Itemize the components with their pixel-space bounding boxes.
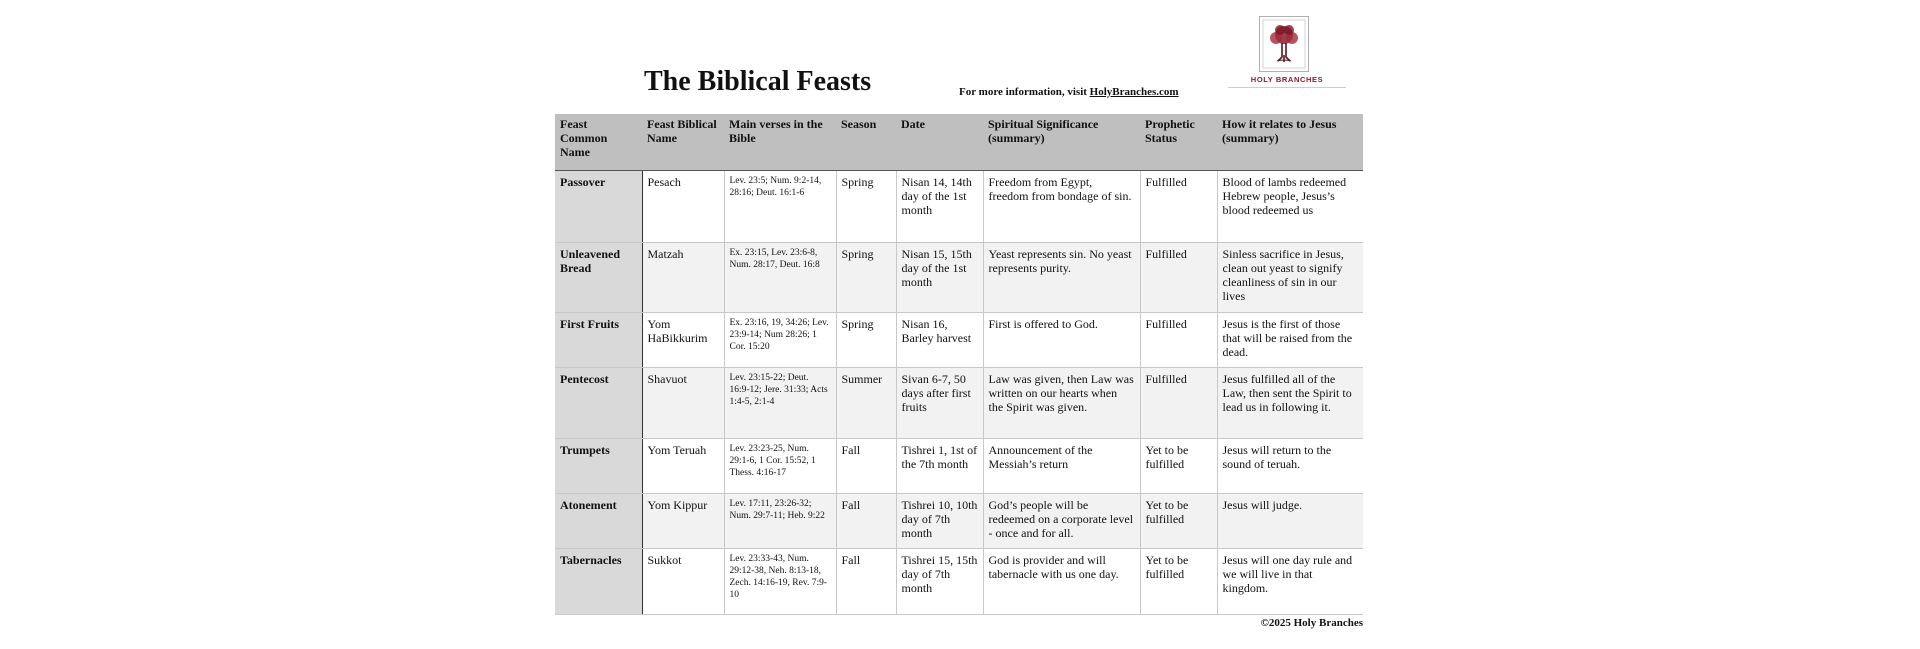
feast-document [555,0,1363,649]
more-info-line [959,86,1179,98]
cell-significance: First is offered to God. [983,313,1140,368]
cell-season: Spring [836,243,896,313]
cell-jesus-relation: Sinless sacrifice in Jesus, clean out yeast to signify cleanliness of sin in our lives [1217,243,1363,313]
cell-common-name: Passover [555,171,642,243]
cell-common-name: Pentecost [555,368,642,439]
cell-prophetic-status: Yet to be fulfilled [1140,439,1217,494]
cell-season: Spring [836,313,896,368]
table-row [555,171,1363,243]
cell-verses: Lev. 23:15-22; Deut. 16:9-12; Jere. 31:33; Acts 1:4-5, 2:1-4 [724,368,836,439]
page-title: The Biblical Feasts [644,66,872,97]
cell-significance: Announcement of the Messiah’s return [983,439,1140,494]
cell-jesus-relation: Blood of lambs redeemed Hebrew people, Jesus’s blood redeemed us [1217,171,1363,243]
cell-significance: God’s people will be redeemed on a corporate level - once and for all. [983,494,1140,549]
holy-branches-logo [1223,14,1351,100]
cell-jesus-relation: Jesus fulfilled all of the Law, then sent the Spirit to lead us in following it. [1217,368,1363,439]
col-header-prophetic-status: Prophetic Status [1140,114,1217,171]
table-header-row [555,114,1363,171]
copyright-notice: ©2025 Holy Branches [1260,617,1363,629]
col-header-date: Date [896,114,983,171]
cell-biblical-name: Shavuot [642,368,724,439]
col-header-common-name: Feast Common Name [555,114,642,171]
col-header-jesus-relation: How it relates to Jesus (summary) [1217,114,1363,171]
cell-prophetic-status: Fulfilled [1140,368,1217,439]
cell-verses: Ex. 23:15, Lev. 23:6-8, Num. 28:17, Deut. 16:8 [724,243,836,313]
logo-tagline-line [1228,87,1346,89]
cell-biblical-name: Sukkot [642,549,724,615]
cell-biblical-name: Yom HaBikkurim [642,313,724,368]
cell-prophetic-status: Fulfilled [1140,171,1217,243]
cell-jesus-relation: Jesus will return to the sound of teruah. [1217,439,1363,494]
col-header-season: Season [836,114,896,171]
cell-prophetic-status: Fulfilled [1140,313,1217,368]
cell-date: Tishrei 1, 1st of the 7th month [896,439,983,494]
table-row [555,313,1363,368]
cell-season: Fall [836,494,896,549]
cell-verses: Lev. 17:11, 23:26-32; Num. 29:7-11; Heb. 9:22 [724,494,836,549]
cell-biblical-name: Pesach [642,171,724,243]
cell-season: Spring [836,171,896,243]
website-link[interactable]: HolyBranches.com [1089,86,1179,98]
cell-date: Nisan 15, 15th day of the 1st month [896,243,983,313]
cell-verses: Lev. 23:5; Num. 9:2-14, 28:16; Deut. 16:1-6 [724,171,836,243]
cell-verses: Ex. 23:16, 19, 34:26; Lev. 23:9-14; Num 28:26; 1 Cor. 15:20 [724,313,836,368]
cell-date: Nisan 16, Barley harvest [896,313,983,368]
cell-date: Nisan 14, 14th day of the 1st month [896,171,983,243]
cell-season: Fall [836,549,896,615]
cell-common-name: Unleavened Bread [555,243,642,313]
col-header-significance: Spiritual Significance (summary) [983,114,1140,171]
col-header-verses: Main verses in the Bible [724,114,836,171]
cell-prophetic-status: Fulfilled [1140,243,1217,313]
cell-jesus-relation: Jesus will judge. [1217,494,1363,549]
col-header-biblical-name: Feast Biblical Name [642,114,724,171]
cell-common-name: Atonement [555,494,642,549]
cell-common-name: Tabernacles [555,549,642,615]
cell-biblical-name: Yom Teruah [642,439,724,494]
logo-brand-text: HOLY BRANCHES [1250,75,1324,84]
cell-biblical-name: Matzah [642,243,724,313]
cell-prophetic-status: Yet to be fulfilled [1140,494,1217,549]
cell-significance: Yeast represents sin. No yeast represents purity. [983,243,1140,313]
cell-date: Tishrei 15, 15th day of 7th month [896,549,983,615]
tree-logo-icon [1259,16,1309,72]
table-row [555,494,1363,549]
cell-verses: Lev. 23:23-25, Num. 29:1-6, 1 Cor. 15:52, 1 Thess. 4:16-17 [724,439,836,494]
cell-significance: Law was given, then Law was written on our hearts when the Spirit was given. [983,368,1140,439]
table-row [555,368,1363,439]
cell-jesus-relation: Jesus is the first of those that will be raised from the dead. [1217,313,1363,368]
feasts-table [555,114,1363,615]
cell-common-name: Trumpets [555,439,642,494]
table-row [555,439,1363,494]
cell-common-name: First Fruits [555,313,642,368]
cell-significance: God is provider and will tabernacle with us one day. [983,549,1140,615]
cell-date: Tishrei 10, 10th day of 7th month [896,494,983,549]
more-info-text: For more information, visit [959,86,1090,98]
cell-season: Summer [836,368,896,439]
cell-date: Sivan 6-7, 50 days after first fruits [896,368,983,439]
cell-verses: Lev. 23:33-43, Num. 29:12-38, Neh. 8:13-18, Zech. 14:16-19, Rev. 7:9-10 [724,549,836,615]
table-row [555,549,1363,615]
table-row [555,243,1363,313]
cell-prophetic-status: Yet to be fulfilled [1140,549,1217,615]
cell-biblical-name: Yom Kippur [642,494,724,549]
cell-significance: Freedom from Egypt, freedom from bondage of sin. [983,171,1140,243]
cell-season: Fall [836,439,896,494]
cell-jesus-relation: Jesus will one day rule and we will live in that kingdom. [1217,549,1363,615]
